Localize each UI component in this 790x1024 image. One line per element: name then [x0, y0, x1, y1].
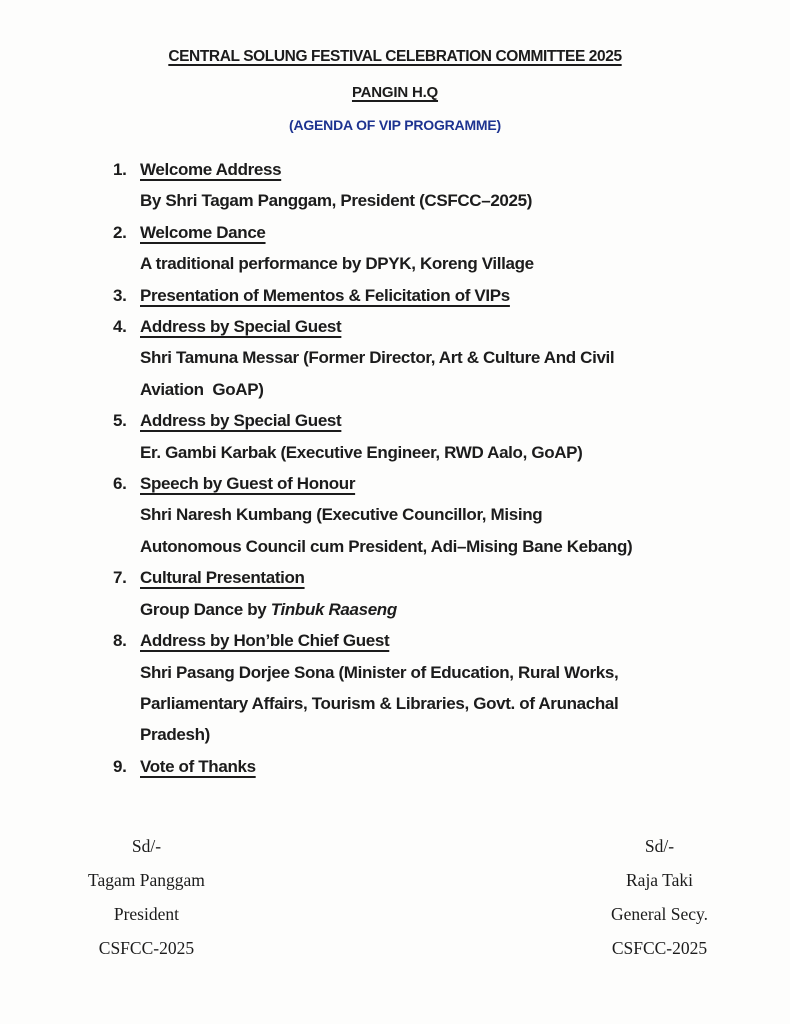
agenda-item — [113, 468, 735, 562]
agenda-item — [113, 311, 735, 405]
item-number: 8. — [113, 631, 127, 651]
item-title: Address by Special Guest — [140, 317, 342, 337]
item-number: 4. — [113, 317, 127, 337]
signature-left — [88, 829, 205, 965]
item-number: 9. — [113, 756, 127, 776]
item-detail: Shri Pasang Dorjee Sona (Minister of Education, Rural Works, — [140, 662, 619, 682]
item-title: Address by Special Guest — [140, 411, 342, 431]
item-number: 7. — [113, 568, 127, 588]
signature-sd: Sd/- — [131, 836, 162, 857]
signature-org: CSFCC-2025 — [611, 938, 708, 959]
agenda-item — [113, 154, 735, 217]
signature-name: Tagam Panggam — [88, 870, 205, 891]
item-number: 1. — [113, 160, 127, 179]
agenda-item — [113, 562, 735, 625]
item-detail: Aviation GoAP) — [140, 379, 264, 399]
signature-right — [611, 829, 708, 965]
agenda-item — [113, 405, 735, 468]
item-detail: Pradesh) — [140, 725, 210, 745]
signature-row — [0, 829, 790, 965]
item-title: Welcome Dance — [140, 222, 266, 242]
item-detail: Autonomous Council cum President, Adi–Mising Bane Kebang) — [140, 536, 633, 556]
document-title: CENTRAL SOLUNG FESTIVAL CELEBRATION COMMITTEE 2025 — [168, 48, 622, 65]
item-detail: Er. Gambi Karbak (Executive Engineer, RWD Aalo, GoAP) — [140, 442, 583, 462]
agenda-item — [113, 625, 735, 751]
signature-org: CSFCC-2025 — [98, 938, 195, 959]
item-title: Address by Hon’ble Chief Guest — [140, 631, 390, 651]
signature-name: Raja Taki — [626, 870, 693, 891]
item-title: Speech by Guest of Honour — [140, 474, 356, 494]
item-detail: By Shri Tagam Panggam, President (CSFCC–2025) — [140, 191, 533, 211]
document-subtitle: PANGIN H.Q — [351, 84, 439, 101]
item-title: Welcome Address — [140, 160, 282, 179]
document-header — [0, 0, 790, 133]
signature-role: General Secy. — [610, 904, 708, 925]
item-detail: A traditional performance by DPYK, Koreng Village — [140, 254, 534, 274]
item-title: Presentation of Mementos & Felicitation of VIPs — [140, 285, 510, 305]
agenda-list — [0, 154, 790, 782]
item-number: 3. — [113, 285, 127, 305]
item-number: 6. — [113, 474, 127, 494]
item-title: Cultural Presentation — [140, 568, 305, 588]
item-detail: Shri Naresh Kumbang (Executive Councillor, Mising — [140, 505, 543, 525]
item-detail: Parliamentary Affairs, Tourism & Libraries, Govt. of Arunachal — [140, 693, 619, 713]
agenda-item — [113, 280, 735, 311]
item-number: 2. — [113, 222, 127, 242]
item-number: 5. — [113, 411, 127, 431]
signature-sd: Sd/- — [644, 836, 675, 857]
agenda-item — [113, 217, 735, 280]
item-detail: Shri Tamuna Messar (Former Director, Art & Culture And Civil — [140, 348, 615, 368]
signature-role: President — [113, 904, 179, 925]
agenda-label: (AGENDA OF VIP PROGRAMME) — [288, 117, 501, 133]
agenda-item — [113, 751, 735, 782]
item-detail: Group Dance by Tinbuk Raaseng — [140, 599, 397, 619]
item-title: Vote of Thanks — [140, 756, 256, 776]
